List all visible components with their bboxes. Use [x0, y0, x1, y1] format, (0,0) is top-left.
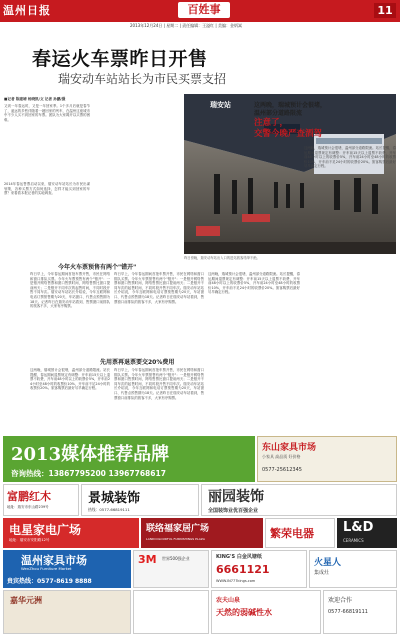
lead-paragraph-2: 2014年春运售票启动以来，瑞安动车站站长为市民出谋划策，各种买票方式如何选择，怎样才能买到回家的车票？来看看本报记者的实地调查。	[4, 182, 90, 196]
ad-ld-ceramics[interactable]	[337, 518, 397, 548]
ad-title: 电星家电广场	[9, 523, 82, 537]
ad-title: 繁荣电器	[270, 527, 314, 540]
ad-title: 嘉华元洲	[10, 596, 42, 605]
page-number: 11	[374, 3, 396, 18]
ad-subtitle: 世界500强企业	[162, 556, 190, 561]
ad-kings-wallpaper[interactable]	[211, 550, 307, 588]
ad-subtitle: 天然的弱碱性水	[216, 608, 272, 617]
ad-subtitle: 热线：0577-66819111	[88, 507, 130, 512]
ad-subtitle: WWW.IN777kings.com	[216, 579, 256, 583]
section-title-2: 先用票再退票要交20%费用	[100, 359, 175, 366]
ad-subtitle: WenZhou Furniture Market	[21, 566, 72, 571]
ad-3m[interactable]	[133, 550, 209, 588]
ad-title: 欢迎合作	[328, 597, 353, 604]
side-note-2: 温州部分道路限流	[254, 110, 303, 117]
ad-subtitle: 地址：瑞安市东山路239号	[7, 505, 49, 509]
ad-phone: 贵宾热线：0577-8619 8888	[7, 578, 92, 585]
banner-phone: 咨询热线：13867795200 13967768617	[11, 469, 166, 478]
side-note	[254, 102, 394, 140]
ad-phone: 0577-25612345	[262, 467, 302, 473]
ad-title: 3M	[138, 553, 157, 566]
ad-jiahua-yuanzhou[interactable]	[3, 590, 131, 634]
ad-title: 富鹏红木	[7, 490, 51, 503]
banner-title: 2013媒体推荐品牌	[11, 444, 170, 465]
ad-jingcheng-decor[interactable]	[81, 484, 199, 516]
ad-title: 联络福家居广场	[146, 524, 210, 534]
body-col-4: 这两晚，瑞城预计会很堵，温州部分道路限流。站长提醒，春运期间退票规定有调整：开车前15天以上退票不收费，开车前48小时以上的收票价5%，开车前24小时至48小时的收票价10%，开车前不足24小时的收票价20%。旅客购票后最好尽早确定行程。	[30, 368, 110, 391]
ad-title: 丽园装饰	[208, 489, 264, 505]
ad-title: 温州家具市场	[21, 554, 87, 567]
ad-wenzhou-furniture-market[interactable]	[3, 550, 131, 588]
ad-huoxingren[interactable]	[309, 550, 397, 588]
ad-lianluofu-furnishing[interactable]	[141, 518, 263, 548]
ad-subtitle: 集成灶	[314, 570, 330, 576]
ad-fupeng-redwood[interactable]	[3, 484, 79, 516]
ad-dianxing-appliance[interactable]	[3, 518, 139, 548]
article-headline: 春运火车票昨日开售	[32, 48, 208, 70]
side-note-3: 注意了，	[254, 118, 289, 128]
ad-subtitle: LANDCOLOURFUL FURNISHINGS PLAZA	[146, 537, 205, 541]
body-col-3: 这两晚，瑞城预计会很堵，温州部分道路限流。站长提醒，春运期间退票规定有调整：开车前15天以上退票不收费，开车前48小时以上的收票价5%，开车前24小时至48小时的收票价10%，开车前不足24小时的收票价20%。旅客购票后最好尽早确定行程。	[208, 272, 300, 295]
ad-dongshan-furniture[interactable]	[257, 436, 397, 482]
ad-title: KING'S 白金风塘纸	[216, 554, 262, 560]
ad-title: 农夫山泉	[216, 597, 241, 604]
body-col-2: 昨日早上，今年春运期间首批车票开售，市民在网络和窗口排队买票。今年火车票预售有两个"错开"：一是错开网络售票和窗口售票时间，网络售票比窗口提前两天；二是错开不同车次的起售时间，不同时段开售不同车次。瑞安动车站站长介绍说，今年互联网和电话订票预售期为20天，车站窗口、代售点预售期为18天。记者昨日在瑞安动车站看到，售票窗口前排队的旅客不多，大家有序购票。	[114, 272, 204, 304]
ad-collage[interactable]	[133, 590, 209, 634]
station-sign: 瑞安站	[210, 101, 231, 109]
ad-subtitle: 小家具 高品质 好价格	[262, 454, 301, 459]
ad-liyuan-decor[interactable]	[201, 484, 397, 516]
ad-title: 东山家具市场	[262, 443, 317, 453]
ad-subtitle: 全国装饰业优百强企业	[208, 508, 259, 514]
article-subheadline: 瑞安动车站站长为市民买票支招	[58, 72, 227, 86]
ad-section	[3, 436, 397, 634]
side-note-4: 交警今晚严查酒驾	[254, 129, 323, 139]
body-col-5: 昨日早上，今年春运期间首批车票开售，市民在网络和窗口排队买票。今年火车票预售有两个"错开"：一是错开网络售票和窗口售票时间，网络售票比窗口提前两天；二是错开不同车次的起售时间，不同时段开售不同车次。瑞安动车站站长介绍说，今年互联网和电话订票预售期为20天，车站窗口、代售点预售期为18天。记者昨日在瑞安动车站看到，售票窗口前排队的旅客不多，大家有序购票。	[114, 368, 204, 400]
photo-caption: 昨日傍晚，瑞安动车站出入口的进站旅客络绎不绝。	[184, 256, 260, 260]
ad-subtitle: CERAMICS	[343, 538, 364, 543]
section-title: 百姓事	[178, 2, 230, 18]
newspaper-logo: 温州日报	[3, 4, 51, 17]
media-brand-banner[interactable]	[3, 436, 255, 482]
ad-title: 火星人	[314, 558, 342, 568]
ad-title: 景城装饰	[88, 491, 141, 506]
ad-phone: 6661121	[216, 563, 270, 576]
ad-fanrong-appliance[interactable]	[265, 518, 335, 548]
dateline: 2013年12月24日 | 星期二 | 责任编辑：王溢红 | 美编：金炳嵩	[130, 23, 243, 28]
byline: ■记者 陈建靖 杨晓凯/文 记者 孙鹏/摄	[4, 97, 66, 101]
ad-contact[interactable]	[323, 590, 397, 634]
lead-paragraph: 又到一年春运时，又是一年回家季。1个多月后就是春节了，遥远的乡愁伴随着一趟回家的列车，在温州这座城市中不少人买不到回家的车票。团队为大家揭开以买票的困难。	[4, 104, 90, 122]
ad-subtitle: 地址：瑞安市安阳路12号	[9, 538, 50, 542]
body-col-1: 昨日早上，今年春运期间首批车票开售，市民在网络和窗口排队买票。今年火车票预售有两个"错开"：一是错开网络售票和窗口售票时间，网络售票比窗口提前两天；二是错开不同车次的起售时间，不同时段开售不同车次。瑞安动车站站长介绍说，今年互联网和电话订票预售期为20天，车站窗口、代售点预售期为18天。记者昨日在瑞安动车站看到，售票窗口前排队的旅客不多，大家有序购票。	[30, 272, 110, 309]
ad-nongfu-spring[interactable]	[211, 590, 321, 634]
right-column-text: 这两晚，瑞城预计会很堵，温州部分道路限流。站长提醒，春运期间退票规定有调整：开车前15天以上退票不收费，开车前48小时以上的收票价5%，开车前24小时至48小时的收票价10%，开车前不足24小时的收票价20%。旅客购票后最好尽早确定行程。	[304, 146, 396, 169]
side-note-1: 这两晚，瑞城预计会很堵，	[254, 102, 327, 109]
section-title-1: 今年火车票预售有两个"错开"	[58, 264, 137, 271]
ad-phone: 0577-66819111	[328, 609, 368, 615]
ad-title: L&D	[343, 520, 374, 535]
